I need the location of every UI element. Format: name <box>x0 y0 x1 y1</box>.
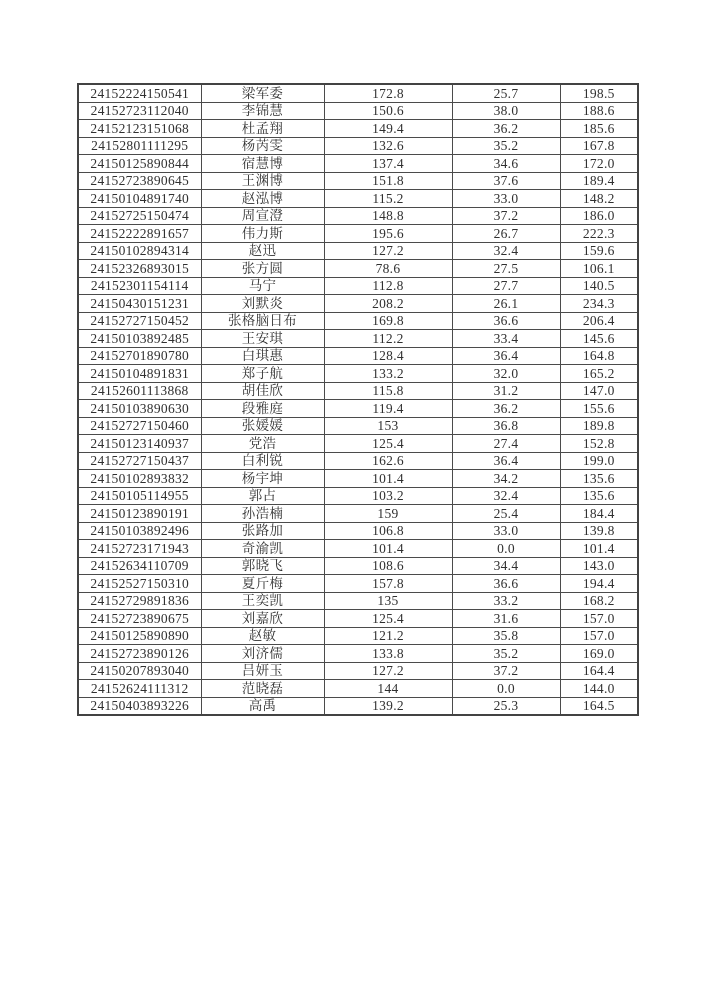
table-row <box>78 610 638 628</box>
table-row <box>78 277 638 295</box>
name-cell: 夏斤梅 <box>201 575 324 593</box>
score-2-cell: 25.3 <box>452 697 560 715</box>
name-cell: 梁军委 <box>201 84 324 102</box>
id-cell: 24152729891836 <box>78 592 201 610</box>
id-cell: 24150207893040 <box>78 662 201 680</box>
total-score-cell: 185.6 <box>560 120 638 138</box>
score-2-cell: 36.2 <box>452 120 560 138</box>
score-2-cell: 25.7 <box>452 84 560 102</box>
score-2-cell: 31.2 <box>452 382 560 400</box>
total-score-cell: 164.4 <box>560 662 638 680</box>
score-2-cell: 38.0 <box>452 102 560 120</box>
total-score-cell: 184.4 <box>560 505 638 523</box>
table-row <box>78 242 638 260</box>
score-2-cell: 34.4 <box>452 557 560 575</box>
score-2-cell: 27.7 <box>452 277 560 295</box>
name-cell: 宿慧博 <box>201 155 324 173</box>
score-1-cell: 172.8 <box>324 84 452 102</box>
table-row <box>78 225 638 243</box>
id-cell: 24152326893015 <box>78 260 201 278</box>
name-cell: 杨宇坤 <box>201 470 324 488</box>
score-1-cell: 115.2 <box>324 190 452 208</box>
name-cell: 赵泓博 <box>201 190 324 208</box>
score-2-cell: 31.6 <box>452 610 560 628</box>
score-2-cell: 0.0 <box>452 540 560 558</box>
name-cell: 李锦慧 <box>201 102 324 120</box>
id-cell: 24150103892485 <box>78 330 201 348</box>
table-row <box>78 435 638 453</box>
name-cell: 杜孟翔 <box>201 120 324 138</box>
id-cell: 24150125890844 <box>78 155 201 173</box>
table-row <box>78 697 638 715</box>
name-cell: 刘默炎 <box>201 295 324 313</box>
score-table-body <box>78 84 638 715</box>
id-cell: 24152634110709 <box>78 557 201 575</box>
score-1-cell: 125.4 <box>324 435 452 453</box>
score-1-cell: 112.2 <box>324 330 452 348</box>
table-row <box>78 295 638 313</box>
id-cell: 24150102893832 <box>78 470 201 488</box>
total-score-cell: 139.8 <box>560 522 638 540</box>
score-1-cell: 162.6 <box>324 452 452 470</box>
name-cell: 王安琪 <box>201 330 324 348</box>
score-1-cell: 115.8 <box>324 382 452 400</box>
total-score-cell: 164.8 <box>560 347 638 365</box>
table-row <box>78 400 638 418</box>
id-cell: 24152224150541 <box>78 84 201 102</box>
score-1-cell: 112.8 <box>324 277 452 295</box>
id-cell: 24150103892496 <box>78 522 201 540</box>
name-cell: 吕妍玉 <box>201 662 324 680</box>
table-row <box>78 575 638 593</box>
table-row <box>78 137 638 155</box>
score-2-cell: 34.2 <box>452 470 560 488</box>
id-cell: 24152723171943 <box>78 540 201 558</box>
score-2-cell: 36.6 <box>452 312 560 330</box>
score-1-cell: 144 <box>324 680 452 698</box>
total-score-cell: 159.6 <box>560 242 638 260</box>
total-score-cell: 194.4 <box>560 575 638 593</box>
score-2-cell: 0.0 <box>452 680 560 698</box>
score-2-cell: 33.4 <box>452 330 560 348</box>
total-score-cell: 164.5 <box>560 697 638 715</box>
name-cell: 郭晓飞 <box>201 557 324 575</box>
table-row <box>78 120 638 138</box>
id-cell: 24150105114955 <box>78 487 201 505</box>
total-score-cell: 152.8 <box>560 435 638 453</box>
score-1-cell: 195.6 <box>324 225 452 243</box>
score-1-cell: 169.8 <box>324 312 452 330</box>
table-row <box>78 627 638 645</box>
total-score-cell: 189.4 <box>560 172 638 190</box>
score-1-cell: 133.8 <box>324 645 452 663</box>
id-cell: 24152725150474 <box>78 207 201 225</box>
score-1-cell: 153 <box>324 417 452 435</box>
total-score-cell: 167.8 <box>560 137 638 155</box>
id-cell: 24152301154114 <box>78 277 201 295</box>
total-score-cell: 165.2 <box>560 365 638 383</box>
table-row <box>78 84 638 102</box>
name-cell: 白琪惠 <box>201 347 324 365</box>
score-1-cell: 101.4 <box>324 540 452 558</box>
total-score-cell: 148.2 <box>560 190 638 208</box>
name-cell: 赵敏 <box>201 627 324 645</box>
score-2-cell: 36.6 <box>452 575 560 593</box>
total-score-cell: 157.0 <box>560 627 638 645</box>
total-score-cell: 145.6 <box>560 330 638 348</box>
score-1-cell: 139.2 <box>324 697 452 715</box>
score-1-cell: 127.2 <box>324 662 452 680</box>
total-score-cell: 135.6 <box>560 470 638 488</box>
score-1-cell: 149.4 <box>324 120 452 138</box>
total-score-cell: 186.0 <box>560 207 638 225</box>
table-row <box>78 260 638 278</box>
score-2-cell: 32.0 <box>452 365 560 383</box>
score-2-cell: 27.4 <box>452 435 560 453</box>
name-cell: 郑子航 <box>201 365 324 383</box>
table-row <box>78 330 638 348</box>
score-1-cell: 78.6 <box>324 260 452 278</box>
total-score-cell: 135.6 <box>560 487 638 505</box>
table-row <box>78 452 638 470</box>
total-score-cell: 188.6 <box>560 102 638 120</box>
name-cell: 刘嘉欣 <box>201 610 324 628</box>
id-cell: 24150123140937 <box>78 435 201 453</box>
score-2-cell: 36.8 <box>452 417 560 435</box>
name-cell: 范晓磊 <box>201 680 324 698</box>
score-2-cell: 37.2 <box>452 662 560 680</box>
id-cell: 24152723890675 <box>78 610 201 628</box>
score-2-cell: 34.6 <box>452 155 560 173</box>
score-1-cell: 108.6 <box>324 557 452 575</box>
id-cell: 24152727150452 <box>78 312 201 330</box>
score-1-cell: 106.8 <box>324 522 452 540</box>
score-1-cell: 121.2 <box>324 627 452 645</box>
total-score-cell: 157.0 <box>560 610 638 628</box>
score-1-cell: 127.2 <box>324 242 452 260</box>
score-1-cell: 137.4 <box>324 155 452 173</box>
id-cell: 24152701890780 <box>78 347 201 365</box>
score-1-cell: 128.4 <box>324 347 452 365</box>
score-1-cell: 135 <box>324 592 452 610</box>
table-row <box>78 190 638 208</box>
score-2-cell: 33.2 <box>452 592 560 610</box>
id-cell: 24150103890630 <box>78 400 201 418</box>
score-1-cell: 119.4 <box>324 400 452 418</box>
score-2-cell: 33.0 <box>452 190 560 208</box>
table-row <box>78 470 638 488</box>
total-score-cell: 234.3 <box>560 295 638 313</box>
name-cell: 王奕凯 <box>201 592 324 610</box>
table-row <box>78 102 638 120</box>
score-2-cell: 33.0 <box>452 522 560 540</box>
score-2-cell: 36.4 <box>452 452 560 470</box>
name-cell: 杨芮雯 <box>201 137 324 155</box>
score-1-cell: 125.4 <box>324 610 452 628</box>
id-cell: 24152723112040 <box>78 102 201 120</box>
score-2-cell: 32.4 <box>452 242 560 260</box>
name-cell: 张路加 <box>201 522 324 540</box>
table-row <box>78 382 638 400</box>
id-cell: 24150123890191 <box>78 505 201 523</box>
table-row <box>78 487 638 505</box>
total-score-cell: 143.0 <box>560 557 638 575</box>
name-cell: 党浩 <box>201 435 324 453</box>
id-cell: 24150104891831 <box>78 365 201 383</box>
table-row <box>78 417 638 435</box>
score-1-cell: 133.2 <box>324 365 452 383</box>
score-2-cell: 37.6 <box>452 172 560 190</box>
name-cell: 刘济儒 <box>201 645 324 663</box>
score-1-cell: 103.2 <box>324 487 452 505</box>
total-score-cell: 189.8 <box>560 417 638 435</box>
score-1-cell: 159 <box>324 505 452 523</box>
table-row <box>78 365 638 383</box>
name-cell: 郭占 <box>201 487 324 505</box>
table-row <box>78 155 638 173</box>
table-row <box>78 207 638 225</box>
total-score-cell: 144.0 <box>560 680 638 698</box>
name-cell: 胡佳欣 <box>201 382 324 400</box>
total-score-cell: 140.5 <box>560 277 638 295</box>
score-2-cell: 36.4 <box>452 347 560 365</box>
table-row <box>78 312 638 330</box>
total-score-cell: 168.2 <box>560 592 638 610</box>
id-cell: 24152723890126 <box>78 645 201 663</box>
table-row <box>78 172 638 190</box>
total-score-cell: 172.0 <box>560 155 638 173</box>
name-cell: 赵迅 <box>201 242 324 260</box>
id-cell: 24152601113868 <box>78 382 201 400</box>
id-cell: 24150104891740 <box>78 190 201 208</box>
score-2-cell: 37.2 <box>452 207 560 225</box>
name-cell: 张媛媛 <box>201 417 324 435</box>
score-2-cell: 26.1 <box>452 295 560 313</box>
table-row <box>78 592 638 610</box>
id-cell: 24152723890645 <box>78 172 201 190</box>
id-cell: 24152727150437 <box>78 452 201 470</box>
total-score-cell: 206.4 <box>560 312 638 330</box>
id-cell: 24150102894314 <box>78 242 201 260</box>
id-cell: 24150125890890 <box>78 627 201 645</box>
table-row <box>78 505 638 523</box>
score-1-cell: 151.8 <box>324 172 452 190</box>
score-2-cell: 36.2 <box>452 400 560 418</box>
id-cell: 24152222891657 <box>78 225 201 243</box>
score-2-cell: 32.4 <box>452 487 560 505</box>
score-1-cell: 132.6 <box>324 137 452 155</box>
table-row <box>78 522 638 540</box>
total-score-cell: 169.0 <box>560 645 638 663</box>
name-cell: 奇渝凯 <box>201 540 324 558</box>
score-1-cell: 148.8 <box>324 207 452 225</box>
name-cell: 孙浩楠 <box>201 505 324 523</box>
id-cell: 24152527150310 <box>78 575 201 593</box>
id-cell: 24152801111295 <box>78 137 201 155</box>
score-1-cell: 208.2 <box>324 295 452 313</box>
total-score-cell: 147.0 <box>560 382 638 400</box>
total-score-cell: 155.6 <box>560 400 638 418</box>
total-score-cell: 199.0 <box>560 452 638 470</box>
name-cell: 张方圆 <box>201 260 324 278</box>
score-1-cell: 157.8 <box>324 575 452 593</box>
table-row <box>78 680 638 698</box>
id-cell: 24152727150460 <box>78 417 201 435</box>
name-cell: 白利锐 <box>201 452 324 470</box>
id-cell: 24152624111312 <box>78 680 201 698</box>
total-score-cell: 106.1 <box>560 260 638 278</box>
score-2-cell: 26.7 <box>452 225 560 243</box>
total-score-cell: 101.4 <box>560 540 638 558</box>
id-cell: 24150430151231 <box>78 295 201 313</box>
score-2-cell: 25.4 <box>452 505 560 523</box>
table-row <box>78 347 638 365</box>
name-cell: 张格脑日布 <box>201 312 324 330</box>
table-row <box>78 645 638 663</box>
score-1-cell: 150.6 <box>324 102 452 120</box>
score-2-cell: 35.2 <box>452 137 560 155</box>
score-1-cell: 101.4 <box>324 470 452 488</box>
score-2-cell: 35.2 <box>452 645 560 663</box>
id-cell: 24150403893226 <box>78 697 201 715</box>
table-row <box>78 662 638 680</box>
name-cell: 王渊博 <box>201 172 324 190</box>
id-cell: 24152123151068 <box>78 120 201 138</box>
name-cell: 高禹 <box>201 697 324 715</box>
name-cell: 周宣澄 <box>201 207 324 225</box>
score-table <box>77 83 639 716</box>
table-row <box>78 540 638 558</box>
name-cell: 伟力斯 <box>201 225 324 243</box>
total-score-cell: 198.5 <box>560 84 638 102</box>
score-2-cell: 35.8 <box>452 627 560 645</box>
name-cell: 马宁 <box>201 277 324 295</box>
total-score-cell: 222.3 <box>560 225 638 243</box>
table-row <box>78 557 638 575</box>
name-cell: 段雅庭 <box>201 400 324 418</box>
score-2-cell: 27.5 <box>452 260 560 278</box>
